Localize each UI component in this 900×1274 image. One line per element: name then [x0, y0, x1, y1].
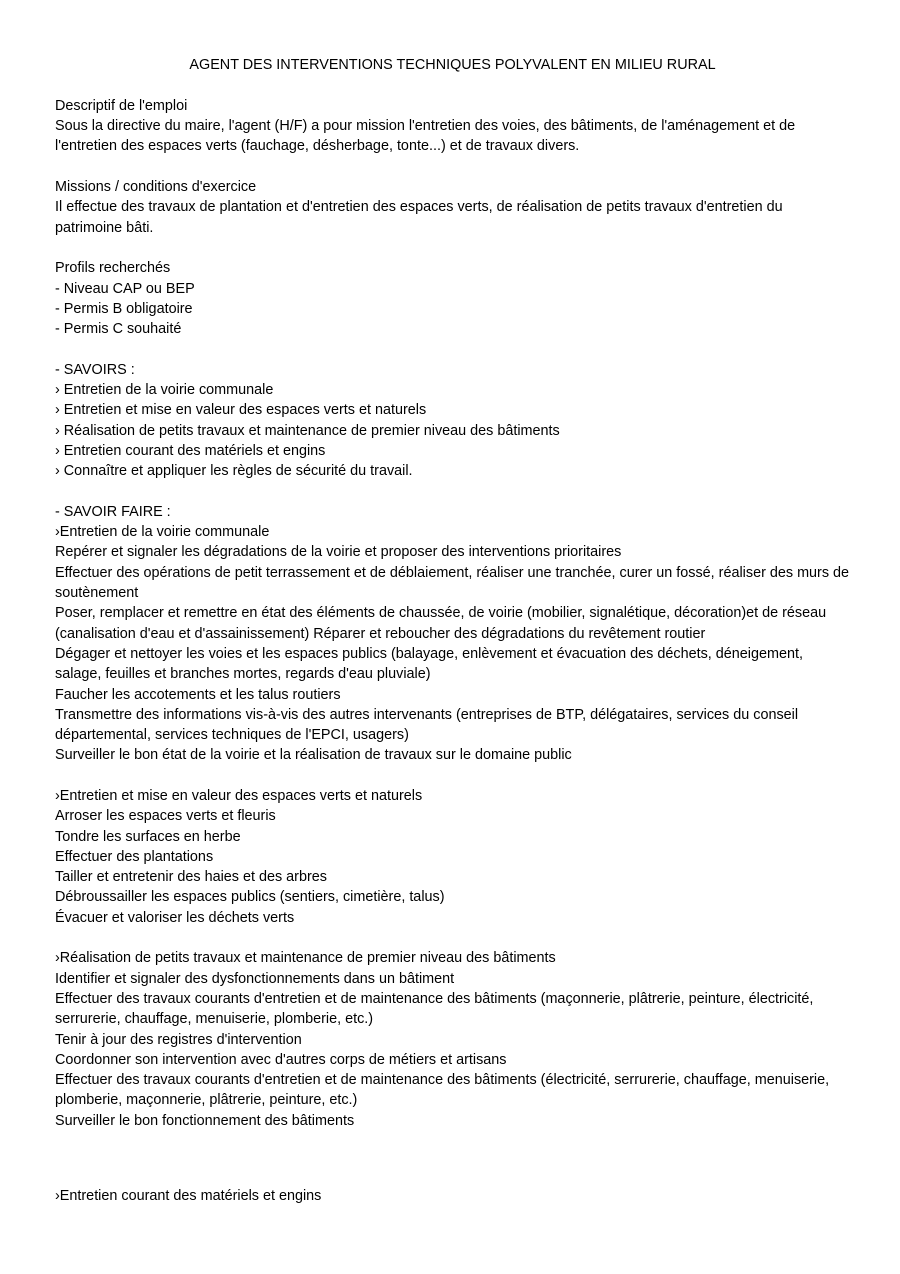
list-item: Débroussailler les espaces publics (sentiers, cimetière, talus) [55, 889, 445, 906]
section-profils [55, 258, 850, 339]
list-item: Poser, remplacer et remettre en état des éléments de chaussée, de voirie (mobilier, signalétique, décoration)et de réseau (canalisation d'eau et d'assainissement) Réparer et reboucher des dégradations du revêtement routier [55, 605, 827, 642]
list-item: Effectuer des plantations [55, 848, 214, 865]
savoirs-heading: - SAVOIRS : [55, 361, 135, 378]
list-item: Effectuer des opérations de petit terrassement et de déblaiement, réaliser une tranchée, curer un fossé, réaliser des murs de soutènement [55, 564, 850, 602]
section-descriptif [55, 96, 850, 157]
list-item: - Permis B obligatoire [55, 300, 193, 317]
list-item: Effectuer des travaux courants d'entretien et de maintenance des bâtiments (maçonnerie, plâtrerie, peinture, électricité, serrurerie, chauffage, menuiserie, plomberie, etc.) [55, 990, 814, 1028]
list-item: › Entretien de la voirie communale [55, 382, 274, 399]
list-item: Surveiller le bon état de la voirie et la réalisation de travaux sur le domaine public [55, 747, 572, 764]
missions-heading: Missions / conditions d'exercice [55, 179, 257, 196]
list-item: Tondre les surfaces en herbe [55, 828, 241, 845]
section-espaces-verts [55, 786, 850, 928]
list-item: › Entretien et mise en valeur des espaces verts et naturels [55, 402, 427, 419]
section-savoir-faire-voirie [55, 502, 850, 766]
page-title: AGENT DES INTERVENTIONS TECHNIQUES POLYVALENT EN MILIEU RURAL [189, 57, 716, 73]
list-item: Effectuer des travaux courants d'entretien et de maintenance des bâtiments (électricité, serrurerie, chauffage, menuiserie, plomberie, maçonnerie, plâtrerie, peinture, etc.) [55, 1072, 830, 1109]
list-item: Arroser les espaces verts et fleuris [55, 808, 276, 825]
document-page [55, 55, 850, 1151]
list-item: › Connaître et appliquer les règles de sécurité du travail. [55, 463, 413, 480]
list-item: Tailler et entretenir des haies et des arbres [55, 869, 327, 886]
list-item: Transmettre des informations vis-à-vis des autres intervenants (entreprises de BTP, délégataires, services du conseil départemental, services techniques de l'EPCI, usagers) [55, 706, 799, 744]
batiments-heading: ›Réalisation de petits travaux et maintenance de premier niveau des bâtiments [55, 950, 556, 967]
list-item: Surveiller le bon fonctionnement des bâtiments [55, 1112, 355, 1129]
profils-heading: Profils recherchés [55, 260, 171, 277]
espaces-verts-heading: ›Entretien et mise en valeur des espaces verts et naturels [55, 787, 423, 804]
descriptif-heading: Descriptif de l'emploi [55, 97, 188, 114]
descriptif-text: Sous la directive du maire, l'agent (H/F) a pour mission l'entretien des voies, des bâtiments, de l'aménagement et de l'entretien des espaces verts (fauchage, désherbage, tonte...) et de travaux divers. [55, 118, 796, 155]
section-missions [55, 177, 850, 238]
missions-text: Il effectue des travaux de plantation et d'entretien des espaces verts, de réalisation de petits travaux d'entretien du patrimoine bâti. [55, 199, 783, 236]
list-item: Dégager et nettoyer les voies et les espaces publics (balayage, enlèvement et évacuation des déchets, déneigement, salage, feuilles et branches mortes, regards d'eau pluviale) [55, 645, 803, 683]
list-item: - Permis C souhaité [55, 321, 182, 338]
list-item: Tenir à jour des registres d'intervention [55, 1031, 302, 1048]
list-item: Coordonner son intervention avec d'autres corps de métiers et artisans [55, 1051, 507, 1068]
voirie-heading: ›Entretien de la voirie communale [55, 524, 270, 541]
list-item: Faucher les accotements et les talus routiers [55, 686, 341, 703]
list-item: › Réalisation de petits travaux et maintenance de premier niveau des bâtiments [55, 422, 560, 439]
list-item: Évacuer et valoriser les déchets verts [55, 909, 295, 926]
list-item: Repérer et signaler les dégradations de la voirie et proposer des interventions prioritaires [55, 544, 622, 561]
list-item: Identifier et signaler des dysfonctionnements dans un bâtiment [55, 970, 455, 987]
list-item: - Niveau CAP ou BEP [55, 280, 195, 297]
list-item: › Entretien courant des matériels et engins [55, 442, 326, 459]
materiels-heading: ›Entretien courant des matériels et engins [55, 1188, 322, 1204]
section-savoirs [55, 360, 850, 482]
section-batiments [55, 948, 850, 1131]
section-materiels [55, 1186, 321, 1206]
savoir-faire-heading: - SAVOIR FAIRE : [55, 503, 171, 520]
